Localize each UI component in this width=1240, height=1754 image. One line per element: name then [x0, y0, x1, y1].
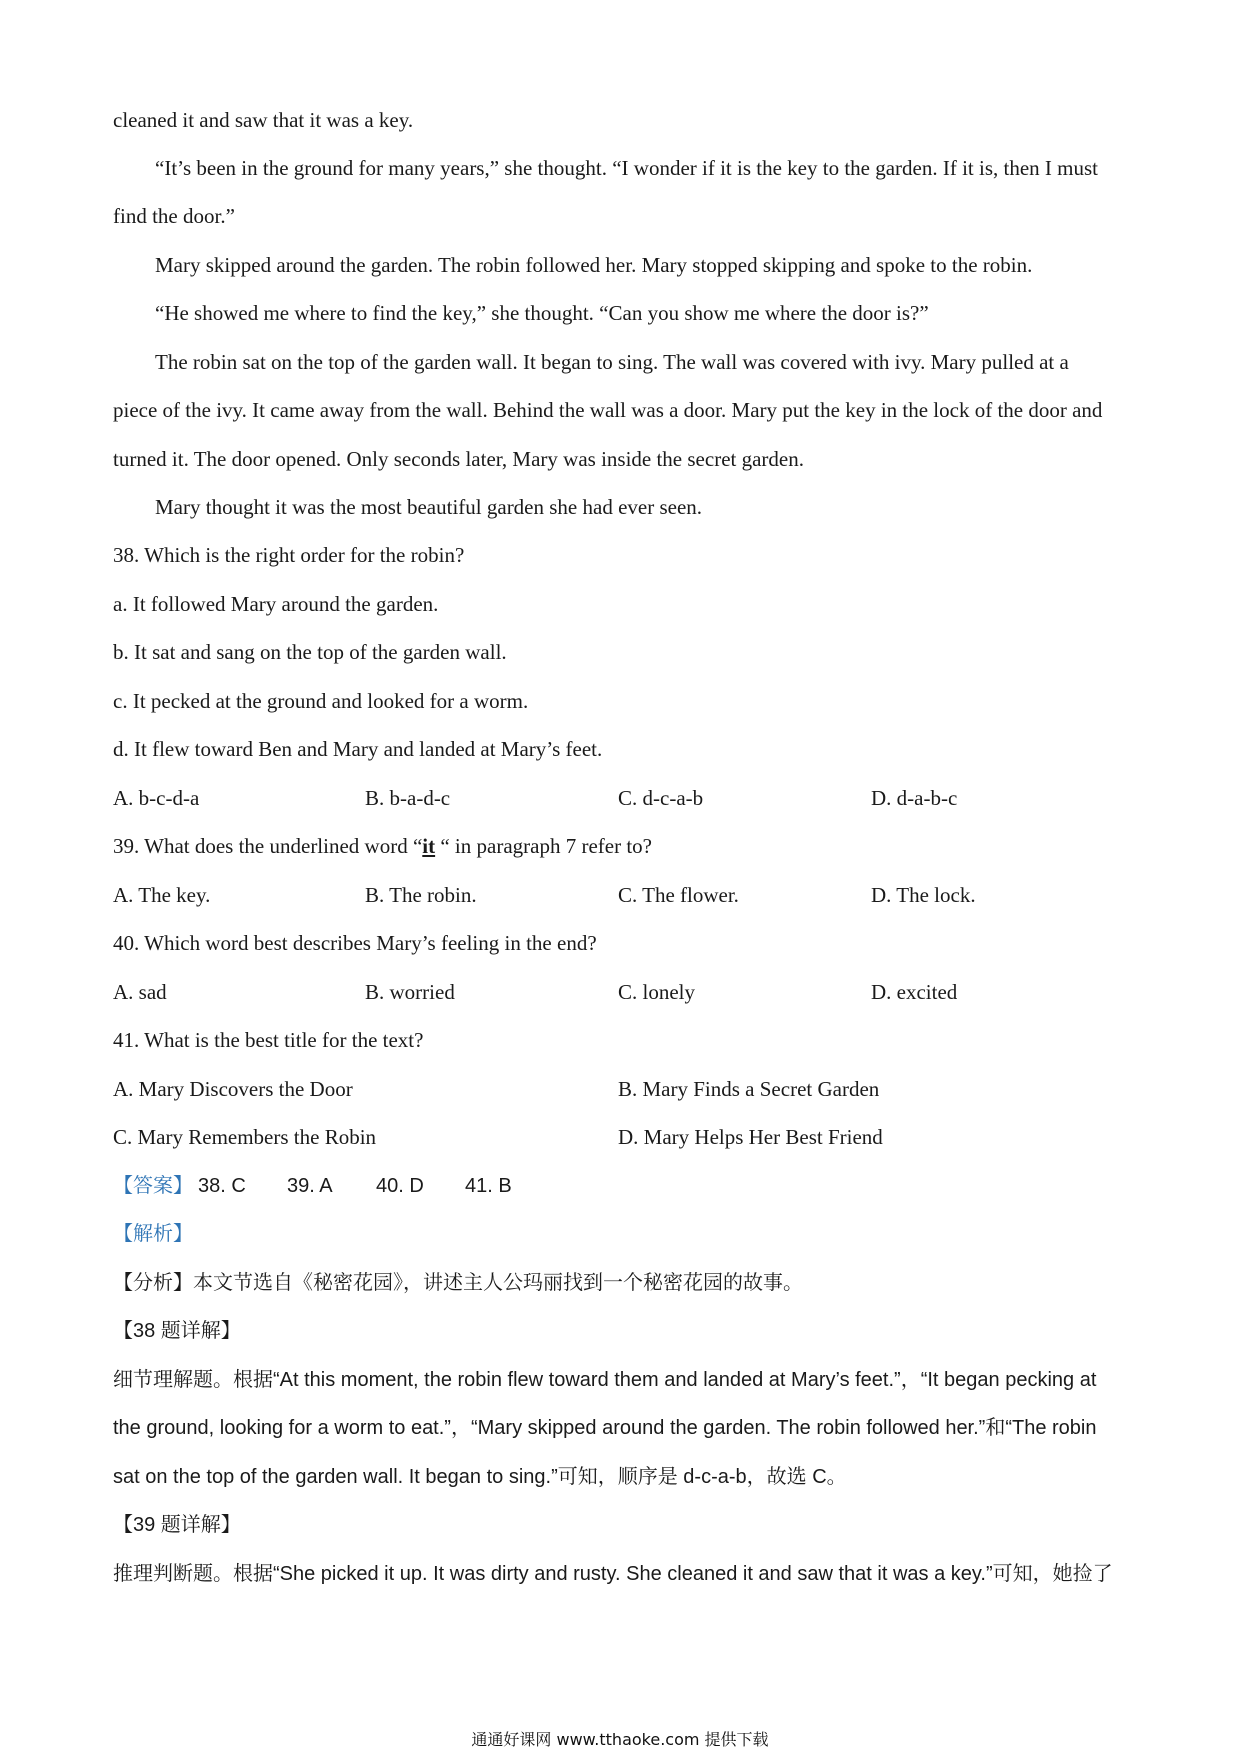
statement: c. It pecked at the ground and looked for a worm.	[113, 689, 529, 713]
option-a: A. Mary Discovers the Door	[113, 1077, 353, 1101]
option-d: D. d-a-b-c	[871, 786, 958, 810]
option-b: B. Mary Finds a Secret Garden	[618, 1077, 880, 1101]
option-b: B. worried	[365, 980, 455, 1004]
statement: d. It flew toward Ben and Mary and landed at Mary’s feet.	[113, 737, 603, 761]
passage-line: find the door.”	[113, 204, 235, 228]
question-stem	[113, 836, 652, 857]
passage-line: “He showed me where to find the key,” she thought. “Can you show me where the door is?”	[155, 301, 929, 325]
analysis-line: the ground, looking for a worm to eat.”，“Mary skipped around the garden. The robin followed her.”和“The robin	[113, 1417, 1097, 1439]
option-d: D. excited	[871, 980, 958, 1004]
analysis-line: 推理判断题。根据“She picked it up. It was dirty and rusty. She cleaned it and saw that it was a key.”可知，她捡了	[113, 1563, 1113, 1585]
option-d: D. Mary Helps Her Best Friend	[618, 1125, 883, 1149]
statement: b. It sat and sang on the top of the garden wall.	[113, 640, 507, 664]
passage-line: piece of the ivy. It came away from the wall. Behind the wall was a door. Mary put the key in the lock of the door and	[113, 398, 1103, 422]
option-a: A. The key.	[113, 883, 211, 907]
option-d: D. The lock.	[871, 883, 976, 907]
passage-line: Mary skipped around the garden. The robin followed her. Mary stopped skipping and spoke to the robin.	[155, 253, 1033, 277]
page-footer: 通通好课网 www.tthaoke.com 提供下载	[471, 1730, 769, 1749]
stem-after: “ in paragraph 7 refer to?	[435, 834, 652, 858]
answer-item: 40. D	[376, 1175, 424, 1197]
option-c: C. lonely	[618, 980, 695, 1004]
option-c: C. d-c-a-b	[618, 786, 704, 810]
question-stem: 41. What is the best title for the text?	[113, 1028, 424, 1052]
analysis-line: sat on the top of the garden wall. It began to sing.”可知，顺序是 d-c-a-b，故选 C。	[113, 1466, 847, 1488]
option-c: C. Mary Remembers the Robin	[113, 1125, 377, 1149]
passage-line: The robin sat on the top of the garden wall. It began to sing. The wall was covered with ivy. Mary pulled at a	[155, 350, 1069, 374]
question-stem: 40. Which word best describes Mary’s feeling in the end?	[113, 931, 597, 955]
passage-line: cleaned it and saw that it was a key.	[113, 108, 414, 132]
answer-label: 【答案】	[113, 1175, 193, 1197]
passage-line: Mary thought it was the most beautiful garden she had ever seen.	[155, 495, 703, 519]
option-a: A. sad	[113, 980, 167, 1004]
analysis-line: 细节理解题。根据“At this moment, the robin flew toward them and landed at Mary’s feet.”，“It began pecking at	[113, 1369, 1097, 1391]
answer-item: 41. B	[465, 1175, 512, 1197]
option-b: B. The robin.	[365, 883, 477, 907]
option-b: B. b-a-d-c	[365, 786, 451, 810]
question-stem: 38. Which is the right order for the robin?	[113, 543, 465, 567]
statement: a. It followed Mary around the garden.	[113, 592, 439, 616]
underlined-word: it	[422, 834, 436, 858]
q38-heading: 【38 题详解】	[113, 1320, 241, 1342]
analysis-summary: 【分析】本文节选自《秘密花园》，讲述主人公玛丽找到一个秘密花园的故事。	[113, 1272, 803, 1294]
answer-item: 38. C	[198, 1175, 246, 1197]
option-c: C. The flower.	[618, 883, 739, 907]
q39-heading: 【39 题详解】	[113, 1514, 241, 1536]
stem-before: 39. What does the underlined word “	[113, 834, 423, 858]
passage-line: turned it. The door opened. Only seconds later, Mary was inside the secret garden.	[113, 447, 804, 471]
analysis-label: 【解析】	[113, 1223, 193, 1245]
answer-item: 39. A	[287, 1175, 333, 1197]
passage-line: “It’s been in the ground for many years,” she thought. “I wonder if it is the key to the garden. If it is, then I must	[155, 156, 1099, 180]
option-a: A. b-c-d-a	[113, 786, 200, 810]
